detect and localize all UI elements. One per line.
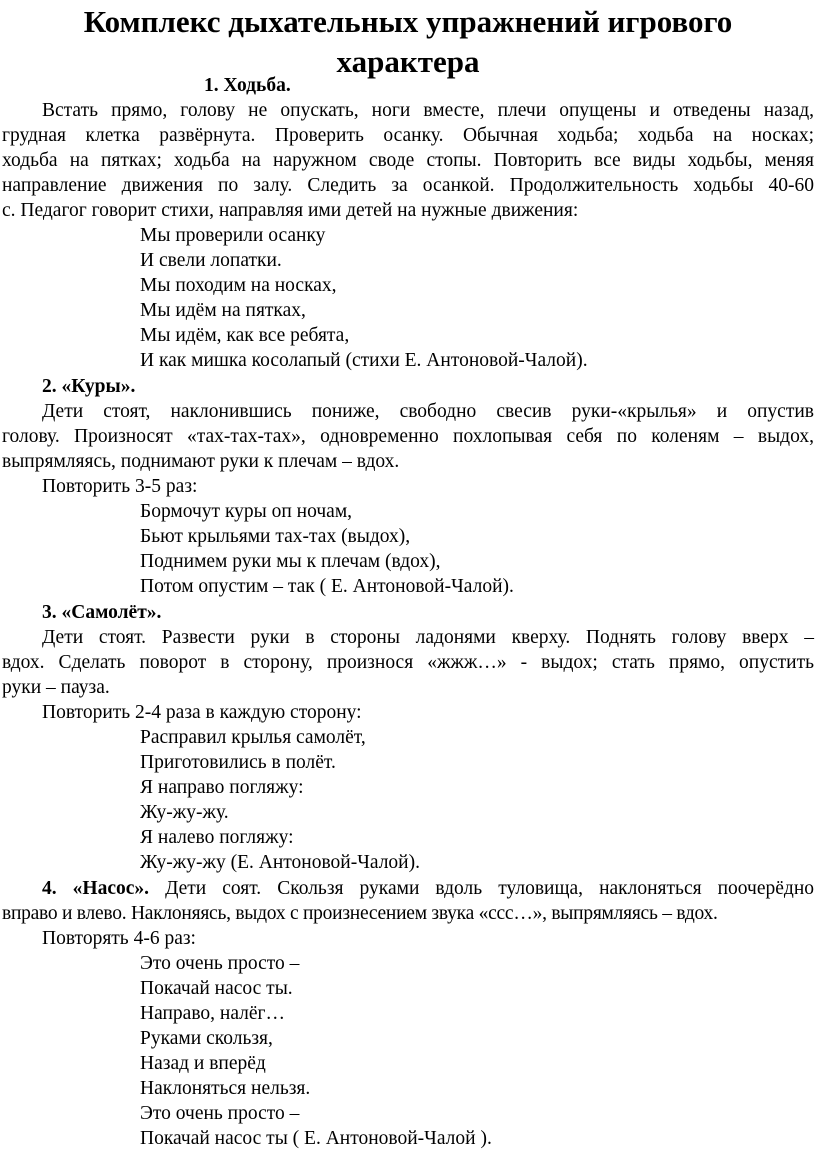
s1-paragraph-line: Встать прямо, голову не опускать, ноги вместе, плечи опущены и отведены назад, — [42, 100, 814, 121]
s4-first-line — [2, 876, 814, 901]
s3-paragraph-line: руки – пауза. — [2, 677, 110, 698]
s4-poem-line: Покачай насос ты ( Е. Антоновой-Чалой ). — [140, 1128, 492, 1149]
s4-paragraph-line: вправо и влево. Наклоняясь, выдох с произнесением звука «ссс…», выпрямляясь – вдох. — [2, 903, 718, 924]
s3-paragraph-line: Дети стоят. Развести руки в стороны ладонями кверху. Поднять голову вверх – — [42, 627, 814, 648]
s1-poem-line: И как мишка косолапый (стихи Е. Антоновой-Чалой). — [140, 350, 588, 371]
s4-first-line-text: Дети соят. Скользя руками вдоль туловища, наклоняться поочерёдно — [165, 878, 815, 899]
s4-poem-line: Наклоняться нельзя. — [140, 1078, 311, 1099]
s1-poem-line: Мы походим на носках, — [140, 275, 337, 296]
s4-poem-line: Это очень просто – — [140, 1103, 300, 1124]
s4-poem-line: Направо, налёг… — [140, 1003, 286, 1024]
s4-poem-line: Покачай насос ты. — [140, 978, 293, 999]
section-3-heading: 3. «Самолёт». — [42, 602, 162, 623]
s1-paragraph-line: направление движения по залу. Следить за осанкой. Продолжительность ходьбы 40-60 — [2, 175, 814, 196]
s1-poem-line: И свели лопатки. — [140, 250, 282, 271]
s3-poem-line: Жу-жу-жу (Е. Антоновой-Чалой). — [140, 852, 420, 873]
s2-poem-line: Бьют крыльями тах-тах (выдох), — [140, 526, 411, 547]
s1-poem-line: Мы идём, как все ребята, — [140, 325, 350, 346]
s3-repeat-line: Повторить 2-4 раза в каждую сторону: — [42, 702, 362, 723]
s1-poem-line: Мы проверили осанку — [140, 225, 326, 246]
s4-poem-line: Назад и вперёд — [140, 1053, 266, 1074]
title-line-2: характера — [336, 44, 480, 79]
s2-poem-line: Поднимем руки мы к плечам (вдох), — [140, 551, 441, 572]
s3-poem-line: Расправил крылья самолёт, — [140, 727, 366, 748]
s1-paragraph-line: грудная клетка развёрнута. Проверить осанку. Обычная ходьба; ходьба на носках; — [2, 125, 814, 146]
s2-paragraph-line: выпрямляясь, поднимают руки к плечам – вдох. — [2, 451, 400, 472]
document-title — [0, 2, 816, 82]
s2-repeat-line: Повторить 3-5 раз: — [42, 476, 198, 497]
section-4-heading: 4. «Насос». — [42, 878, 150, 899]
s2-poem-line: Потом опустим – так ( Е. Антоновой-Чалой). — [140, 576, 514, 597]
s3-poem-line: Приготовились в полёт. — [140, 752, 336, 773]
s3-poem-line: Я направо погляжу: — [140, 777, 304, 798]
s3-poem-line: Я налево погляжу: — [140, 827, 294, 848]
s2-poem-line: Бормочут куры оп ночам, — [140, 501, 353, 522]
section-1-heading: 1. Ходьба. — [204, 75, 291, 96]
title-line-1: Комплекс дыхательных упражнений игрового — [83, 4, 733, 39]
s4-repeat-line: Повторять 4-6 раз: — [42, 928, 196, 949]
s3-paragraph-line: вдох. Сделать поворот в сторону, произнося «жжж…» - выдох; стать прямо, опустить — [2, 652, 814, 673]
s4-poem-line: Это очень просто – — [140, 953, 300, 974]
s3-poem-line: Жу-жу-жу. — [140, 802, 229, 823]
s4-poem-line: Руками скользя, — [140, 1028, 273, 1049]
s2-paragraph-line: Дети стоят, наклонившись пониже, свободно свесив руки-«крылья» и опустив — [42, 401, 814, 422]
s1-poem-line: Мы идём на пятках, — [140, 300, 306, 321]
s1-paragraph-line: с. Педагог говорит стихи, направляя ими детей на нужные движения: — [2, 200, 579, 221]
section-2-heading: 2. «Куры». — [42, 376, 136, 397]
s1-paragraph-line: ходьба на пятках; ходьба на наружном своде стопы. Повторить все виды ходьбы, меняя — [2, 150, 814, 171]
s2-paragraph-line: голову. Произносят «тах-тах-тах», одновременно похлопывая себя по коленям – выдох, — [2, 426, 814, 447]
